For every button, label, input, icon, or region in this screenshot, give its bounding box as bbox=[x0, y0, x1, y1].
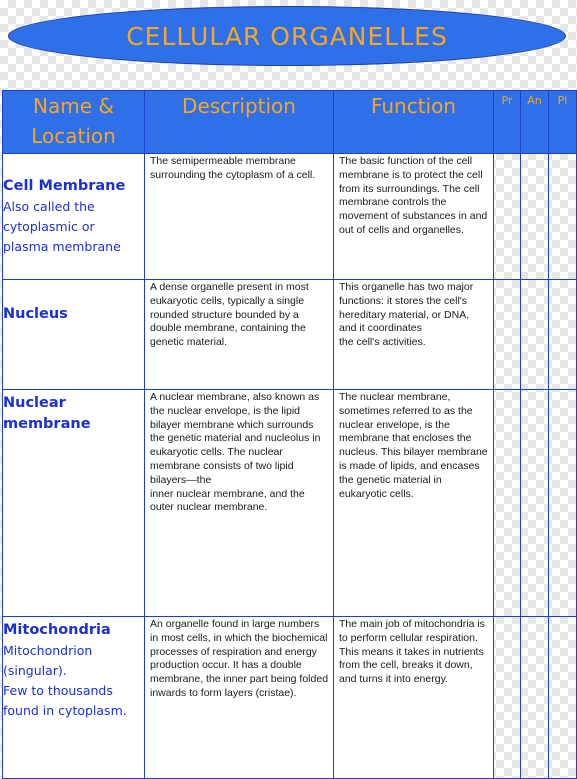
function-cell bbox=[334, 280, 494, 390]
name-cell bbox=[3, 280, 145, 390]
organelles-table bbox=[2, 90, 577, 779]
description-cell bbox=[145, 280, 334, 390]
pl-cell[interactable] bbox=[549, 390, 577, 617]
header-name-location: Name & Location bbox=[3, 91, 145, 154]
organelle-name: Cell Membrane bbox=[3, 178, 126, 194]
an-cell[interactable] bbox=[521, 280, 549, 390]
description-cell bbox=[145, 617, 334, 779]
name-cell bbox=[3, 617, 145, 779]
table-row bbox=[3, 280, 577, 390]
pr-cell[interactable] bbox=[494, 154, 521, 280]
header-row bbox=[3, 91, 577, 154]
name-cell bbox=[3, 390, 145, 617]
organelle-note: Mitochondrion (singular). Few to thousands found in cytoplasm. bbox=[3, 643, 127, 718]
pl-cell[interactable] bbox=[549, 280, 577, 390]
function-text: The basic function of the cell membrane is to protect the cell from its surroundings. The cell membrane controls the movement of substances in and out of cells and organelles. bbox=[339, 155, 488, 236]
description-text: The semipermeable membrane surrounding the cytoplasm of a cell. bbox=[150, 155, 316, 181]
function-cell bbox=[334, 390, 494, 617]
pl-cell[interactable] bbox=[549, 617, 577, 779]
header-animal: An bbox=[521, 91, 549, 154]
pr-cell[interactable] bbox=[494, 617, 521, 779]
an-cell[interactable] bbox=[521, 154, 549, 280]
description-text: A dense organelle present in most eukaryotic cells, typically a single rounded structure bounded by a double membrane, containing the genetic material. bbox=[150, 281, 309, 349]
organelle-name: Nuclear membrane bbox=[3, 395, 91, 432]
header-description: Description bbox=[145, 91, 334, 154]
an-cell[interactable] bbox=[521, 617, 549, 779]
function-text: This organelle has two major functions: it stores the cell's hereditary material, or DNA, and it coordinates the cell's activities. bbox=[339, 281, 474, 349]
an-cell[interactable] bbox=[521, 390, 549, 617]
table-row bbox=[3, 154, 577, 280]
organelle-note: Also called the cytoplasmic or plasma membrane bbox=[3, 199, 121, 254]
description-text: A nuclear membrane, also known as the nuclear envelope, is the lipid bilayer membrane which surrounds the genetic material and nucleolus in eukaryotic cells. The nuclear membrane consists of two lipid bilayers—the inner nuclear membrane, and the outer nuclear membrane. bbox=[150, 391, 321, 514]
pr-cell[interactable] bbox=[494, 390, 521, 617]
function-text: The main job of mitochondria is to perform cellular respiration. This means it takes in nutrients from the cell, breaks it down, and turns it into energy. bbox=[339, 618, 485, 686]
name-cell bbox=[3, 154, 145, 280]
function-text: The nuclear membrane, sometimes referred to as the nuclear envelope, is the membrane that encloses the nucleus. This bilayer membrane is made of lipids, and encases the genetic material in eukaryotic cells. bbox=[339, 391, 488, 500]
pr-cell[interactable] bbox=[494, 280, 521, 390]
table-row bbox=[3, 390, 577, 617]
description-text: An organelle found in large numbers in most cells, in which the biochemical processes of respiration and energy production occur. It has a double membrane, the inner part being folded inwards to form layers (cristae). bbox=[150, 618, 329, 699]
header-plant: Pl bbox=[549, 91, 577, 154]
table-row bbox=[3, 617, 577, 779]
description-cell bbox=[145, 154, 334, 280]
organelle-name: Mitochondria bbox=[3, 622, 111, 638]
title-banner bbox=[8, 6, 566, 66]
function-cell bbox=[334, 617, 494, 779]
header-function: Function bbox=[334, 91, 494, 154]
header-prokaryote: Pr bbox=[494, 91, 521, 154]
pl-cell[interactable] bbox=[549, 154, 577, 280]
function-cell bbox=[334, 154, 494, 280]
organelle-name: Nucleus bbox=[3, 306, 68, 322]
description-cell bbox=[145, 390, 334, 617]
page-title: CELLULAR ORGANELLES bbox=[126, 21, 448, 51]
